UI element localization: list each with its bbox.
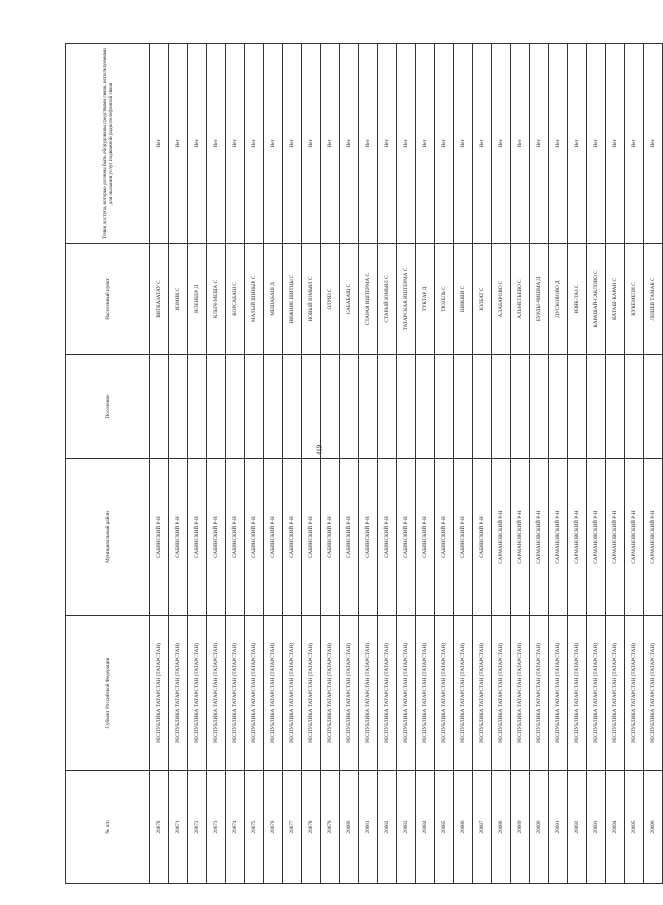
locality-cell: ТЮЗЕЛЬ С	[435, 244, 454, 355]
district-cell: САБИНСКИЙ Р-Н	[245, 459, 264, 616]
settlement-cell	[283, 355, 302, 459]
subject-cell: РЕСПУБЛИКА ТАТАРСТАН (ТАТАРСТАН)	[473, 616, 492, 771]
page-number: 419	[315, 444, 324, 456]
row-number-cell: 20684	[416, 771, 435, 884]
district-cell: САБИНСКИЙ Р-Н	[454, 459, 473, 616]
access-point-cell: Нет	[473, 44, 492, 244]
table-row	[207, 44, 226, 884]
settlement-cell	[207, 355, 226, 459]
district-cell: САБИНСКИЙ Р-Н	[150, 459, 169, 616]
subject-cell: РЕСПУБЛИКА ТАТАРСТАН (ТАТАРСТАН)	[549, 616, 568, 771]
table-row	[283, 44, 302, 884]
row-number-cell: 20685	[435, 771, 454, 884]
settlement-cell	[397, 355, 416, 459]
district-cell: САРМАНОВСКИЙ Р-Н	[644, 459, 663, 616]
subject-cell: РЕСПУБЛИКА ТАТАРСТАН (ТАТАРСТАН)	[340, 616, 359, 771]
settlement-cell	[454, 355, 473, 459]
locality-cell: ВЯТКАЗАТАУ С	[150, 244, 169, 355]
row-number-cell: 20677	[283, 771, 302, 884]
locality-cell: НОВЫЙ ЮМЬЯЛ С	[302, 244, 321, 355]
locality-cell: ШИКШИ С	[454, 244, 473, 355]
row-number-cell: 20689	[511, 771, 530, 884]
access-point-cell: Нет	[397, 44, 416, 244]
access-point-cell: Нет	[283, 44, 302, 244]
locality-cell: МАЛЫЙ ШИНЫР С	[245, 244, 264, 355]
row-number-cell: 20675	[245, 771, 264, 884]
locality-cell: ИЛЕНБЕР Д	[188, 244, 207, 355]
district-cell: САРМАНОВСКИЙ Р-Н	[511, 459, 530, 616]
district-cell: САРМАНОВСКИЙ Р-Н	[530, 459, 549, 616]
district-cell: САРМАНОВСКИЙ Р-Н	[492, 459, 511, 616]
table-row	[378, 44, 397, 884]
row-number-cell: 20692	[568, 771, 587, 884]
subject-cell: РЕСПУБЛИКА ТАТАРСТАН (ТАТАРСТАН)	[264, 616, 283, 771]
district-cell: САБИНСКИЙ Р-Н	[283, 459, 302, 616]
subject-cell: РЕСПУБЛИКА ТАТАРСТАН (ТАТАРСТАН)	[492, 616, 511, 771]
access-point-cell: Нет	[264, 44, 283, 244]
locality-cell: НИЖНИЕ ШИТЦЫ С	[283, 244, 302, 355]
locality-cell: КАРАШАЙ-САКЛОВО С	[587, 244, 606, 355]
district-cell: САБИНСКИЙ Р-Н	[207, 459, 226, 616]
row-number-cell: 20676	[264, 771, 283, 884]
access-point-cell: Нет	[549, 44, 568, 244]
district-cell: САБИНСКИЙ Р-Н	[321, 459, 340, 616]
locality-cell: СТАРЫЙ ЮМЬЯЛ С	[378, 244, 397, 355]
access-point-cell: Нет	[378, 44, 397, 244]
row-number-cell: 20670	[150, 771, 169, 884]
table-row	[473, 44, 492, 884]
subject-cell: РЕСПУБЛИКА ТАТАРСТАН (ТАТАРСТАН)	[454, 616, 473, 771]
row-number-cell: 20678	[302, 771, 321, 884]
document-table-frame	[65, 44, 656, 884]
settlement-cell	[606, 355, 625, 459]
table-row	[226, 44, 245, 884]
subject-cell: РЕСПУБЛИКА ТАТАРСТАН (ТАТАРСТАН)	[169, 616, 188, 771]
locality-cell: КУКЕМЕЛИ С	[625, 244, 644, 355]
subject-cell: РЕСПУБЛИКА ТАТАРСТАН (ТАТАРСТАН)	[378, 616, 397, 771]
table-row	[549, 44, 568, 884]
settlement-cell	[587, 355, 606, 459]
locality-cell: СТАРАЯ ИШТЕРМА С	[359, 244, 378, 355]
settlement-cell	[188, 355, 207, 459]
table-row	[568, 44, 587, 884]
subject-cell: РЕСПУБЛИКА ТАТАРСТАН (ТАТАРСТАН)	[568, 616, 587, 771]
locality-cell: ТАТАРСКАЯ ИШТЕРМА С	[397, 244, 416, 355]
district-cell: САРМАНОВСКИЙ Р-Н	[549, 459, 568, 616]
access-point-cell: Нет	[302, 44, 321, 244]
access-point-cell: Нет	[530, 44, 549, 244]
district-cell: САРМАНОВСКИЙ Р-Н	[587, 459, 606, 616]
settlement-cell	[511, 355, 530, 459]
locality-cell: САБАБАШ С	[340, 244, 359, 355]
settlement-cell	[264, 355, 283, 459]
table-row	[606, 44, 625, 884]
district-cell: САРМАНОВСКИЙ Р-Н	[606, 459, 625, 616]
access-point-cell: Нет	[511, 44, 530, 244]
row-number-cell: 20679	[321, 771, 340, 884]
district-cell: САРМАНОВСКИЙ Р-Н	[625, 459, 644, 616]
subject-cell: РЕСПУБЛИКА ТАТАРСТАН (ТАТАРСТАН)	[606, 616, 625, 771]
district-cell: САБИНСКИЙ Р-Н	[416, 459, 435, 616]
table-row	[492, 44, 511, 884]
settlement-cell	[549, 355, 568, 459]
row-number-cell: 20673	[207, 771, 226, 884]
row-number-cell: 20682	[378, 771, 397, 884]
table-row	[359, 44, 378, 884]
district-cell: САБИНСКИЙ Р-Н	[359, 459, 378, 616]
district-cell: САБИНСКИЙ Р-Н	[397, 459, 416, 616]
district-cell: САБИНСКИЙ Р-Н	[169, 459, 188, 616]
subject-cell: РЕСПУБЛИКА ТАТАРСТАН (ТАТАРСТАН)	[302, 616, 321, 771]
settlement-cell	[625, 355, 644, 459]
rotated-table-container	[65, 44, 656, 884]
locality-cell: МЕШАБАШ Д	[264, 244, 283, 355]
settlement-cell	[245, 355, 264, 459]
row-number-cell: 20680	[340, 771, 359, 884]
row-number-cell: 20674	[226, 771, 245, 884]
locality-cell: ОЛУЯЗ С	[321, 244, 340, 355]
access-point-cell: Нет	[454, 44, 473, 244]
row-number-cell: 20691	[549, 771, 568, 884]
table-row	[625, 44, 644, 884]
district-cell: САБИНСКИЙ Р-Н	[378, 459, 397, 616]
access-point-cell: Нет	[169, 44, 188, 244]
table-row	[644, 44, 663, 884]
settlement-cell	[435, 355, 454, 459]
subject-cell: РЕСПУБЛИКА ТАТАРСТАН (ТАТАРСТАН)	[435, 616, 454, 771]
subject-cell: РЕСПУБЛИКА ТАТАРСТАН (ТАТАРСТАН)	[644, 616, 663, 771]
subject-cell: РЕСПУБЛИКА ТАТАРСТАН (ТАТАРСТАН)	[207, 616, 226, 771]
subject-cell: РЕСПУБЛИКА ТАТАРСТАН (ТАТАРСТАН)	[511, 616, 530, 771]
locality-cell: ЛЕШЕВ ТАМАК С	[644, 244, 663, 355]
row-number-cell: 20686	[454, 771, 473, 884]
table-row	[245, 44, 264, 884]
subject-cell: РЕСПУБЛИКА ТАТАРСТАН (ТАТАРСТАН)	[283, 616, 302, 771]
settlement-cell	[359, 355, 378, 459]
access-point-cell: Нет	[606, 44, 625, 244]
row-number-cell: 20671	[169, 771, 188, 884]
district-cell: САБИНСКИЙ Р-Н	[264, 459, 283, 616]
subject-cell: РЕСПУБЛИКА ТАТАРСТАН (ТАТАРСТАН)	[587, 616, 606, 771]
access-point-cell: Нет	[340, 44, 359, 244]
row-number-cell: 20688	[492, 771, 511, 884]
district-cell: САБИНСКИЙ Р-Н	[188, 459, 207, 616]
locality-cell: ТУКТАР Д	[416, 244, 435, 355]
settlement-cell	[169, 355, 188, 459]
subject-cell: РЕСПУБЛИКА ТАТАРСТАН (ТАТАРСТАН)	[625, 616, 644, 771]
row-number-cell: 20694	[606, 771, 625, 884]
table-row	[454, 44, 473, 884]
settlement-cell	[378, 355, 397, 459]
access-point-cell: Нет	[150, 44, 169, 244]
locality-cell: КОРСАБАШ С	[226, 244, 245, 355]
table-row	[340, 44, 359, 884]
settlement-cell	[644, 355, 663, 459]
settlement-cell	[416, 355, 435, 459]
access-point-cell: Нет	[359, 44, 378, 244]
locality-cell: ЮЛБАТ С	[473, 244, 492, 355]
header-subject: Субъект Российской Федерации	[66, 616, 150, 771]
access-point-cell: Нет	[435, 44, 454, 244]
table-row	[150, 44, 169, 884]
row-number-cell: 20687	[473, 771, 492, 884]
district-cell: САРМАНОВСКИЙ Р-Н	[568, 459, 587, 616]
table-row	[530, 44, 549, 884]
access-point-cell: Нет	[492, 44, 511, 244]
table-row	[169, 44, 188, 884]
access-point-cell: Нет	[587, 44, 606, 244]
settlements-table	[65, 43, 663, 884]
table-header-row	[66, 44, 150, 884]
row-number-cell: 20681	[359, 771, 378, 884]
row-number-cell: 20693	[587, 771, 606, 884]
subject-cell: РЕСПУБЛИКА ТАТАРСТАН (ТАТАРСТАН)	[530, 616, 549, 771]
header-access-points: Точки доступа, которые должны быть оборудованы средствами связи, используемыми для оказания услуг подвижной радиотелефонной связи	[66, 44, 150, 244]
header-row-number: № п/п	[66, 771, 150, 884]
locality-cell: КАТАШ-КАРАН С	[606, 244, 625, 355]
locality-cell: КЛЫЧ-МЕША С	[207, 244, 226, 355]
access-point-cell: Нет	[226, 44, 245, 244]
locality-cell: ДУСКОВОВО Д	[549, 244, 568, 355]
subject-cell: РЕСПУБЛИКА ТАТАРСТАН (ТАТАРСТАН)	[416, 616, 435, 771]
access-point-cell: Нет	[568, 44, 587, 244]
table-row	[302, 44, 321, 884]
access-point-cell: Нет	[644, 44, 663, 244]
subject-cell: РЕСПУБЛИКА ТАТАРСТАН (ТАТАРСТАН)	[321, 616, 340, 771]
settlement-cell	[530, 355, 549, 459]
settlement-cell	[340, 355, 359, 459]
subject-cell: РЕСПУБЛИКА ТАТАРСТАН (ТАТАРСТАН)	[188, 616, 207, 771]
table-row	[321, 44, 340, 884]
row-number-cell: 20695	[625, 771, 644, 884]
locality-cell: А.ЗАБАРОВО С	[492, 244, 511, 355]
table-row	[587, 44, 606, 884]
access-point-cell: Нет	[207, 44, 226, 244]
header-settlement: Поселение	[66, 355, 150, 459]
settlement-cell	[473, 355, 492, 459]
locality-cell: ИЗЯК-ТАЗ С	[568, 244, 587, 355]
table-row	[397, 44, 416, 884]
row-number-cell: 20690	[530, 771, 549, 884]
subject-cell: РЕСПУБЛИКА ТАТАРСТАН (ТАТАРСТАН)	[397, 616, 416, 771]
subject-cell: РЕСПУБЛИКА ТАТАРСТАН (ТАТАРСТАН)	[226, 616, 245, 771]
district-cell: САБИНСКИЙ Р-Н	[226, 459, 245, 616]
access-point-cell: Нет	[188, 44, 207, 244]
header-municipal-district: Муниципальный район	[66, 459, 150, 616]
table-row	[435, 44, 454, 884]
locality-cell: АЛЬМЕТЬЕВО С	[511, 244, 530, 355]
row-number-cell: 20672	[188, 771, 207, 884]
district-cell: САБИНСКИЙ Р-Н	[340, 459, 359, 616]
locality-cell: БУРДЫ-ЧИШМА Д	[530, 244, 549, 355]
district-cell: САБИНСКИЙ Р-Н	[435, 459, 454, 616]
header-locality: Населенный пункт	[66, 244, 150, 355]
subject-cell: РЕСПУБЛИКА ТАТАРСТАН (ТАТАРСТАН)	[359, 616, 378, 771]
access-point-cell: Нет	[245, 44, 264, 244]
settlement-cell	[492, 355, 511, 459]
table-row	[188, 44, 207, 884]
district-cell: САБИНСКИЙ Р-Н	[302, 459, 321, 616]
locality-cell: ИЗМЯК С	[169, 244, 188, 355]
settlement-cell	[568, 355, 587, 459]
settlement-cell	[302, 355, 324, 459]
settlement-cell	[150, 355, 169, 459]
row-number-cell: 20683	[397, 771, 416, 884]
table-body	[150, 44, 663, 884]
row-number-cell: 20696	[644, 771, 663, 884]
access-point-cell: Нет	[321, 44, 340, 244]
subject-cell: РЕСПУБЛИКА ТАТАРСТАН (ТАТАРСТАН)	[150, 616, 169, 771]
access-point-cell: Нет	[416, 44, 435, 244]
table-row	[264, 44, 283, 884]
table-row	[511, 44, 530, 884]
settlement-cell	[226, 355, 245, 459]
settlement-cell	[321, 355, 340, 459]
access-point-cell: Нет	[625, 44, 644, 244]
district-cell: САБИНСКИЙ Р-Н	[473, 459, 492, 616]
subject-cell: РЕСПУБЛИКА ТАТАРСТАН (ТАТАРСТАН)	[245, 616, 264, 771]
table-row	[416, 44, 435, 884]
